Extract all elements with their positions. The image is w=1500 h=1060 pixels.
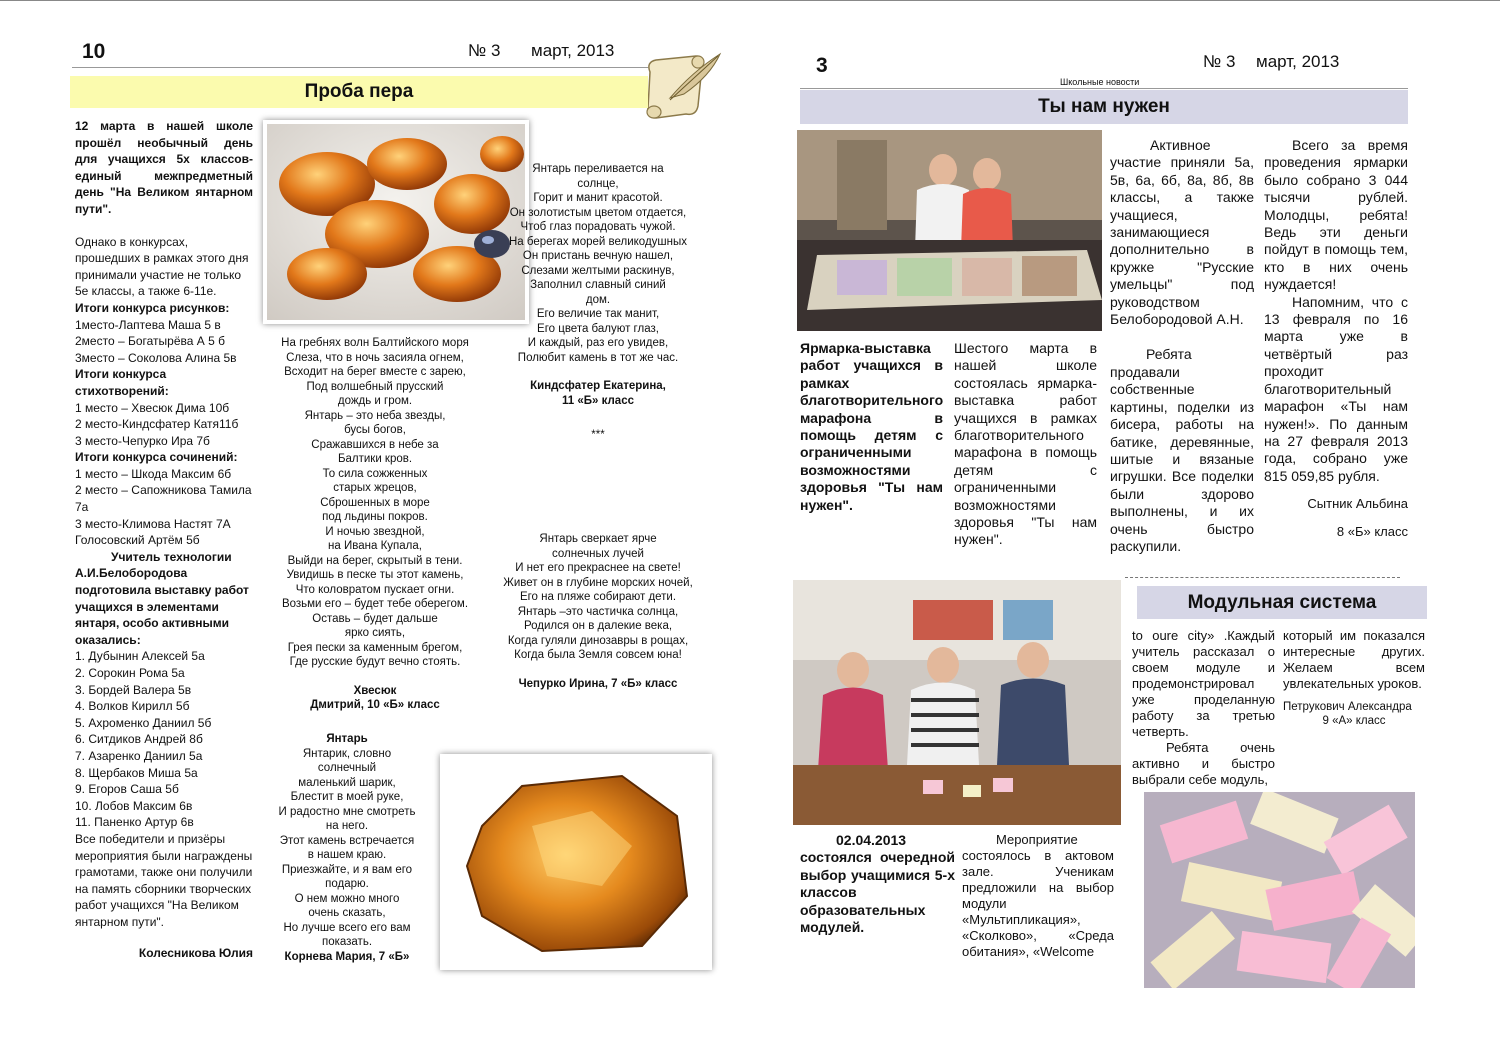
article1-lead: Ярмарка-выставка работ учащихся в рамках благотворительного марафона в помощь детям с ограниченными возможностями здоровья "Ты нам нужен".: [800, 340, 944, 513]
poem-line: Всходит на берег вместе с зарею,: [284, 366, 466, 378]
poem-line: Чтоб глаз порадовать чужой.: [520, 221, 676, 233]
poem-result: 1 место – Хвесюк Дима 10б: [75, 400, 230, 415]
article1-title: Ты нам нужен: [1038, 96, 1170, 117]
article2-title-band: [1137, 586, 1427, 619]
active-student: 10. Лобов Максим 6в: [75, 798, 193, 813]
article1-author-class: 8 «Б» класс: [1336, 523, 1408, 539]
article1-title-band: [800, 90, 1408, 124]
poem-result: 3 место-Чепурко Ира 7б: [75, 433, 210, 448]
left-issue-number: № 3: [468, 41, 501, 60]
poem-line: На берегах морей великодушных: [508, 235, 688, 248]
active-student: 9. Егоров Саша 5б: [75, 782, 179, 797]
article1-paragraph: Активное участие приняли 5а, 5в, 6а, 6б, 8а, 8б, 8в классы, а также учащиеся, занимающиеся дополнительно в кружке "Русские умельцы" под руководством Белобородовой А.Н.: [1110, 137, 1254, 328]
drawing-result: 2место – Богатырёва А 5 б: [75, 334, 225, 349]
essay-result: 1 место – Шкода Максим 6б: [75, 466, 232, 481]
poem-line: Живет он в глубине морских ночей,: [503, 576, 693, 589]
poem-line: Янтарь сверкает ярче: [539, 533, 657, 545]
poem-line: Сброшенных в море: [320, 496, 430, 509]
active-student: 5. Ахроменко Даниил 5б: [75, 715, 212, 730]
poem-line: Слезами желтыми раскинув,: [521, 264, 675, 277]
amber-photo-frame: [263, 120, 529, 324]
poem-line: в нашем краю.: [307, 849, 387, 861]
poem-line: Заполнил славный синий: [530, 279, 666, 291]
poem-line: Грея пески за каменным брегом,: [287, 641, 463, 654]
poem-line: Сражавшихся в небе за: [311, 438, 439, 451]
poem-line: Где русские будут вечно стоять.: [289, 656, 461, 668]
article2-column-2: Мероприятие состоялось в актовом зале. Ученикам предложили на выбор модули «Мультипликация», «Сколково», «Среда обитания», «Welcome: [962, 832, 1114, 959]
poem-line: Его цвета балуют глаз,: [537, 322, 659, 335]
intro-bold-text: 12 марта в нашей школе прошёл необычный день для учащихся 5х классов-единый межпредметный день "На Великом янтарном пути".: [75, 119, 253, 216]
poem-line: старых жрецов,: [333, 482, 417, 494]
amber-stones-photo: [267, 124, 525, 320]
left-page-number: 10: [82, 40, 106, 63]
article2-column-3: [1132, 628, 1275, 788]
drawings-title: Итоги конкурса рисунков:: [75, 300, 230, 315]
poem-line: Но лучше всего его вам: [283, 921, 411, 934]
essay-result: Голосовский Артём 5б: [75, 533, 200, 548]
top-border: [0, 0, 1500, 1]
poem-separator: ***: [591, 429, 605, 441]
active-student: 7. Азаренко Даниил 5а: [75, 748, 203, 763]
article1-paragraph: Напомним, что с 13 февраля по 16 марта уже в четвёртый раз проходит благотворительный марафон «Ты нам нужен!». По данным на 27 февраля 2013 года, собрано уже 815 059,85 рубля.: [1264, 293, 1408, 484]
poem-line: Что коловратом пускает огни.: [295, 583, 455, 596]
poem-line: под льдины покров.: [322, 511, 428, 523]
essay-result: 3 место-Климова Настят 7А: [75, 516, 231, 531]
article2-paragraph: Ребята очень активно и быстро выбрали себе модуль,: [1132, 740, 1275, 787]
article2-author: Петрукович Александра: [1283, 701, 1412, 713]
active-student: 8. Щербаков Миша 5а: [75, 765, 198, 780]
poem-line: показать.: [321, 936, 373, 948]
essays-title: Итоги конкурса сочинений:: [75, 450, 238, 465]
poem-line: Янтарь –это частичка солнца,: [517, 605, 679, 618]
drawing-result: 1место-Лаптева Маша 5 в: [75, 317, 221, 332]
article2-column-4: [1283, 628, 1425, 728]
poem-line: солнечный: [317, 762, 377, 774]
article2-title: Модульная система: [1187, 591, 1377, 613]
poem-line: маленький шарик,: [298, 776, 396, 789]
section-title-band: [70, 76, 648, 108]
right-header-rule: [800, 88, 1408, 89]
poem-line: Выйди на берег, скрытый в тени.: [287, 554, 463, 567]
poem-line: дождь и гром.: [337, 395, 413, 407]
poem-line: Оставь – будет дальше: [312, 612, 438, 625]
poem-line: Слеза, что в ночь засияла огнем,: [286, 351, 464, 364]
poem-kornieva: [262, 732, 432, 964]
active-student: 6. Ситдиков Андрей 8б: [75, 732, 203, 747]
poem-line: Приезжайте, и я вам его: [281, 863, 413, 876]
poem-author: Корнева Мария, 7 «Б»: [284, 950, 410, 963]
poem-line: Когда была Земля совсем юна!: [514, 649, 682, 661]
poem-author-class: Дмитрий, 10 «Б» класс: [310, 699, 440, 711]
poem-line: И радостно мне смотреть: [278, 805, 416, 818]
poem-author: Чепурко Ирина, 7 «Б» класс: [518, 677, 678, 690]
closing-text: Все победители и призёры мероприятия были награждены грамотами, также они получили на память сборники творческих работ учащихся "На Великом янтарном пути".: [75, 831, 253, 929]
poem-line: Возьми его – будет тебе оберегом.: [281, 598, 469, 610]
drawing-result: 3место – Соколова Алина 5в: [75, 350, 237, 365]
article2-paragraph: который им показался интересные других. Желаем всем увлекательных уроков.: [1283, 628, 1425, 691]
article2-paragraph: to oure city» .Каждый учитель рассказал о своем модуле и продемонстрировал уже проделанную работу за третью четверть.: [1132, 628, 1275, 739]
left-header-rule: [72, 67, 648, 68]
module-selection-photo: [793, 580, 1121, 825]
poem-line: На гребнях волн Балтийского моря: [281, 337, 469, 349]
article1-author: Сытник Альбина: [1307, 496, 1408, 512]
poem-line: солнце,: [577, 177, 619, 190]
poem-title: Янтарь: [326, 733, 368, 745]
poem-line: Полюбит камень в тот же час.: [517, 351, 679, 364]
active-student: 2. Сорокин Рома 5а: [75, 666, 185, 680]
active-student: 3. Бордей Валера 5в: [75, 682, 192, 697]
poem-chepurko: [488, 532, 708, 691]
poem-line: очень сказать,: [308, 907, 386, 919]
poem-line: И каждый, раз его увидев,: [527, 337, 669, 349]
poem-kindsfater: [508, 162, 688, 443]
scroll-quill-icon: [640, 50, 725, 122]
amber-stone-photo-frame: [440, 754, 712, 970]
amber-stone-photo: [452, 766, 700, 958]
poem-line: Под волшебный прусский: [306, 380, 444, 393]
poem-line: подарю.: [325, 878, 369, 890]
poem-line: И ночью звездной,: [325, 525, 425, 538]
poem-line: Янтарь – это неба звезды,: [304, 409, 446, 422]
poem-line: на Ивана Купала,: [328, 540, 422, 552]
poem-line: на него.: [325, 820, 369, 832]
article2-author-class: 9 «А» класс: [1322, 715, 1386, 727]
poem-line: Его на пляже собирают дети.: [519, 591, 677, 603]
poem-line: Родился он в далекие века,: [523, 620, 673, 632]
poem-line: Увидишь в песке ты этот камень,: [286, 569, 464, 581]
left-author: Колесникова Юлия: [138, 945, 253, 960]
charity-fair-photo: [797, 130, 1102, 331]
article2-lead: 02.04.2013 состоялся очередной выбор учащимися 5-х классов образовательных модулей.: [800, 832, 955, 936]
article1-paragraph: Ребята продавали собственные картины, поделки из бисера, работы на батике, деревянные, шитые и вязаные игрушки. Все поделки были здорово выполнены, и их очень быстро раскупили.: [1110, 346, 1254, 554]
active-student: 11. Паненко Артур 6в: [75, 815, 194, 830]
active-student: 4. Волков Кирилл 5б: [75, 699, 190, 714]
poem-line: Он пристань вечную нашел,: [522, 250, 674, 262]
poem-line: То сила сожженных: [322, 467, 428, 480]
poem-line: О нем можно много: [294, 892, 400, 905]
poem-line: И нет его прекраснее на свете!: [515, 562, 681, 574]
right-issue-number: № 3: [1203, 52, 1236, 71]
header-caption: Школьные новости: [1060, 77, 1140, 87]
poem-line: солнечных лучей: [552, 547, 644, 560]
teacher-text: Учитель технологии А.И.Белобородова подготовила выставку работ учащихся в элементами янтаря, особо активными оказались:: [75, 549, 249, 647]
poem-line: дом.: [585, 293, 611, 306]
right-page-number: 3: [816, 54, 828, 77]
right-issue-date: март, 2013: [1256, 52, 1340, 71]
poem-line: Балтики кров.: [337, 453, 413, 465]
poem-result: 2 место-Киндсфатер Катя11б: [75, 417, 239, 432]
poem-line: Горит и манит красотой.: [533, 192, 663, 204]
poem-author: Хвесюк: [353, 684, 397, 697]
poem-line: Блестит в моей руке,: [290, 791, 404, 803]
essay-result: 2 место – Сапожникова Тамила 7а: [75, 483, 252, 515]
article1-column-3: [1110, 137, 1254, 555]
poem-line: ярко сиять,: [344, 627, 406, 639]
left-issue-date: март, 2013: [531, 41, 615, 60]
article1-column-2: Шестого марта в нашей школе состоялась ярмарка-выставка работ учащихся в рамках благотворительного марафона в помощь детям с ограниченными возможностями здоровья "Ты нам нужен".: [954, 340, 1097, 548]
article1-column-4: [1264, 137, 1408, 540]
poem-line: Его величие так манит,: [536, 308, 660, 320]
module-cards-photo: [1144, 792, 1415, 988]
poem-author-class: 11 «Б» класс: [562, 394, 634, 407]
poem-author: Киндсфатер Екатерина,: [530, 380, 666, 392]
poems-title: Итоги конкурса стихотворений:: [75, 367, 169, 398]
article1-paragraph: Всего за время проведения ярмарки было собрано 3 044 тысячи рублей. Молодцы, ребята! Ведь эти деньги пойдут в помощь тем, кто в них очень нуждается!: [1264, 137, 1408, 293]
poem-line: бусы богов,: [344, 424, 406, 436]
poem-line: Этот камень встречается: [279, 834, 415, 847]
article-divider: [1125, 577, 1400, 578]
contest-results-column: [75, 118, 253, 961]
poem-line: Когда гуляли динозавры в рощах,: [507, 634, 689, 647]
poem-line: Он золотистым цветом отдается,: [509, 206, 687, 219]
section-title: Проба пера: [304, 81, 414, 102]
poem-line: Янтарь переливается на: [532, 163, 664, 175]
active-student: 1. Дубынин Алексей 5а: [75, 649, 205, 664]
intro-text: Однако в конкурсах, прошедших в рамках этого дня принимали участие не только 5е классы, а также 6-11е.: [75, 234, 249, 299]
poem-khvesyuk: [264, 336, 486, 713]
poem-line: Янтарик, словно: [302, 747, 392, 760]
